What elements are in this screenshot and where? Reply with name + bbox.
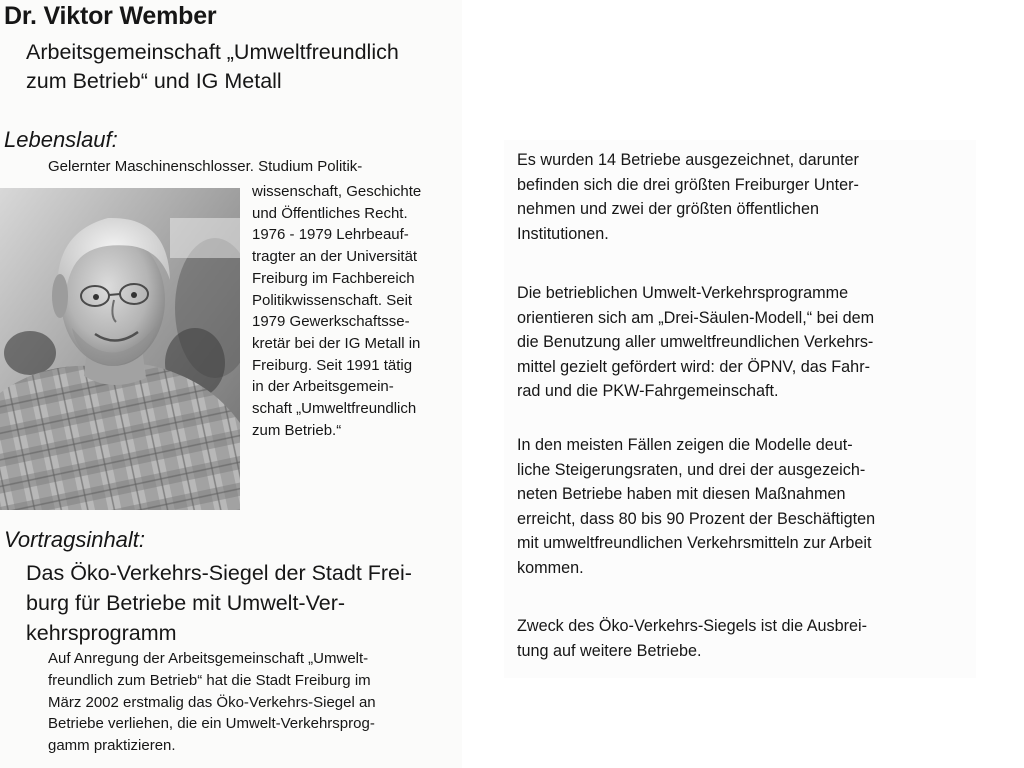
cv-line: 1976 - 1979 Lehrbeauf- xyxy=(252,226,409,244)
talk-abstract-line: freundlich zum Betrieb“ hat die Stadt Freiburg im xyxy=(48,671,371,689)
paragraph-line: orientieren sich am „Drei-Säulen-Modell,“ bei dem xyxy=(517,308,875,327)
cv-line: Politikwissenschaft. Seit xyxy=(252,291,413,309)
cv-first-line: Gelernter Maschinenschlosser. Studium Politik- xyxy=(48,158,363,175)
talk-title-line: kehrsprogramm xyxy=(26,621,177,645)
talk-abstract-line: Betriebe verliehen, die ein Umwelt-Verkehrsprog- xyxy=(48,715,375,733)
cv-line: 1979 Gewerkschaftsse- xyxy=(252,313,410,331)
cv-heading: Lebenslauf: xyxy=(4,127,118,152)
paragraph-line: erreicht, dass 80 bis 90 Prozent der Beschäftigten xyxy=(517,509,876,528)
paragraph-three-pillar-model xyxy=(517,281,975,404)
cv-line: Freiburg. Seit 1991 tätig xyxy=(252,356,413,374)
cv-line: und Öffentliches Recht. xyxy=(252,204,408,222)
speaker-affiliation xyxy=(26,38,462,96)
speaker-profile-page xyxy=(0,0,462,768)
paragraph-line: tung auf weitere Betriebe. xyxy=(517,641,702,660)
cv-line: in der Arbeitsgemein- xyxy=(252,378,394,396)
talk-heading: Vortragsinhalt: xyxy=(4,527,146,552)
paragraph-line: kommen. xyxy=(517,558,584,577)
cv-line: zum Betrieb.“ xyxy=(252,421,342,439)
paragraph-line: Die betrieblichen Umwelt-Verkehrsprogramme xyxy=(517,284,849,302)
paragraph-line: nehmen und zwei der größten öffentlichen xyxy=(517,200,820,218)
paragraph-purpose xyxy=(517,614,975,663)
cv-line: schaft „Umweltfreundlich xyxy=(252,400,417,418)
paragraph-line: In den meisten Fällen zeigen die Modelle deut- xyxy=(517,436,853,454)
paragraph-line: Zweck des Öko-Verkehrs-Siegels ist die Ausbrei- xyxy=(517,617,867,635)
affiliation-line: Arbeitsgemeinschaft „Umweltfreundlich xyxy=(26,40,399,64)
talk-title xyxy=(26,558,462,648)
talk-title-line: burg für Betriebe mit Umwelt-Ver- xyxy=(26,591,346,615)
talk-continuation-page xyxy=(504,140,976,678)
paragraph-line: Es wurden 14 Betriebe ausgezeichnet, darunter xyxy=(517,151,859,169)
cv-line: tragter an der Universität xyxy=(252,248,418,266)
cv-text xyxy=(252,181,462,441)
paragraph-awarded-companies xyxy=(517,148,975,246)
speaker-portrait-photo xyxy=(0,188,240,510)
cv-line: kretär bei der IG Metall in xyxy=(252,334,421,352)
paragraph-line: mit umweltfreundlichen Verkehrsmitteln zur Arbeit xyxy=(517,534,872,552)
paragraph-line: die Benutzung aller umweltfreundlichen Verkehrs- xyxy=(517,333,874,351)
talk-title-line: Das Öko-Verkehrs-Siegel der Stadt Frei- xyxy=(26,561,412,585)
cv-line: Freiburg im Fachbereich xyxy=(252,269,415,287)
paragraph-line: neten Betriebe haben mit diesen Maßnahmen xyxy=(517,485,846,503)
paragraph-line: liche Steigerungsraten, und drei der ausgezeich- xyxy=(517,460,866,479)
cv-line: wissenschaft, Geschichte xyxy=(252,183,422,200)
paragraph-line: Institutionen. xyxy=(517,224,609,243)
talk-abstract-line: März 2002 erstmalig das Öko-Verkehrs-Siegel an xyxy=(48,693,376,711)
affiliation-line: zum Betrieb“ und IG Metall xyxy=(26,69,282,93)
talk-abstract-line: gamm praktizieren. xyxy=(48,737,176,755)
paragraph-line: mittel gezielt gefördert wird: der ÖPNV, das Fahr- xyxy=(517,357,870,376)
paragraph-line: rad und die PKW-Fahrgemeinschaft. xyxy=(517,382,779,400)
paragraph-results xyxy=(517,433,975,580)
paragraph-line: befinden sich die drei größten Freiburger Unter- xyxy=(517,175,859,194)
talk-abstract-line: Auf Anregung der Arbeitsgemeinschaft „Umwelt- xyxy=(48,650,369,667)
talk-abstract xyxy=(48,648,462,757)
speaker-name: Dr. Viktor Wember xyxy=(4,2,217,30)
